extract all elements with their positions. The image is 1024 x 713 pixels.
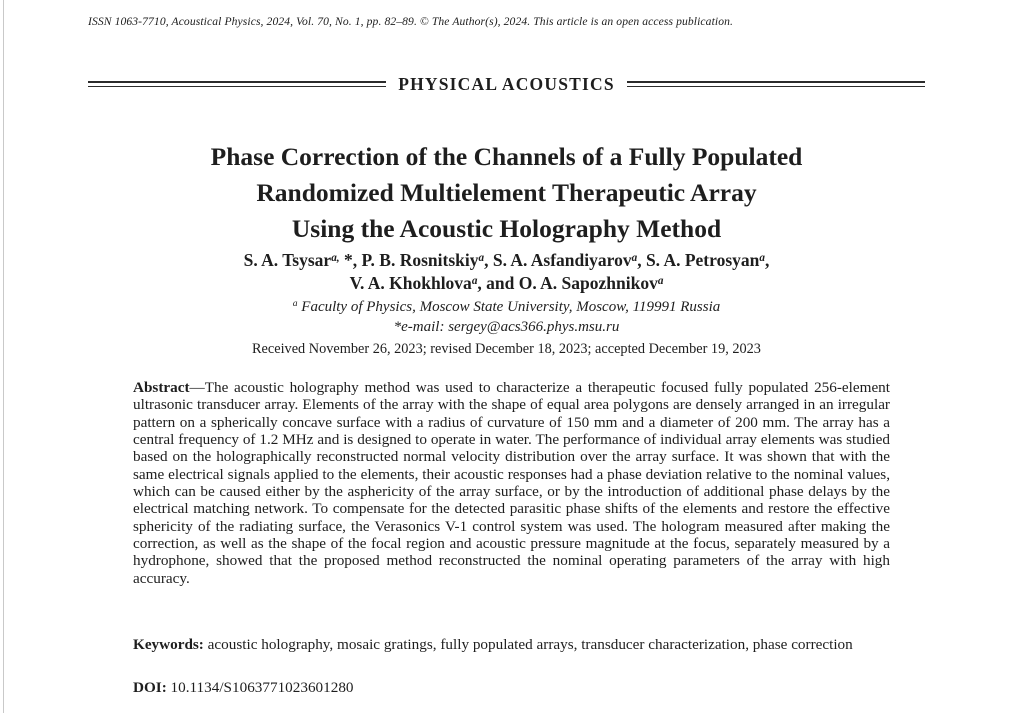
doi-line: DOI: 10.1134/S1063771023601280 (133, 679, 354, 696)
abstract-paragraph: Abstract—The acoustic holography method was used to characterize a therapeutic focused fully populated 256-element ultrasonic transducer array. Elements of the array with the shape of equal area polygons are densely arranged in an irregular pattern on a spherically concave surface with a radius of curvature of 150 mm and a diameter of 200 mm. The array has a central frequency of 1.2 MHz and is designed to operate in water. The performance of individual array elements was studied based on the holographically reconstructed normal velocity distribution over the array surface. It was shown that with the same electrical signals applied to the elements, their acoustic responses had a phase deviation relative to the nominal values, which can be caused either by the asphericity of the array surface, or by the introduction of additional phase delays by the electrical matching network. To compensate for the detected parasitic phase shifts of the elements and restore the effective sphericity of the radiating surface, the Verasonics V-1 control system was used. The hologram measured after making the correction, as well as the shape of the focal region and acoustic pressure magnitude at the focus, separately measured by a hydrophone, showed that the proposed method reconstructed the nominal operating parameters of the array with high accuracy. (133, 379, 890, 587)
section-title: PHYSICAL ACOUSTICS (398, 73, 615, 94)
journal-issn-line: ISSN 1063-7710, Acoustical Physics, 2024, Vol. 70, No. 1, pp. 82–89. © The Author(s), 2024. This article is an open access publication. (88, 15, 734, 28)
article-title-line-3: Using the Acoustic Holography Method (291, 214, 722, 243)
authors-line-1: S. A. Tsysar$^{a,}$ *, P. B. Rosnitskiy$^a$, S. A. Asfandiyarov$^a$, S. A. Petrosyan$^a$, (243, 250, 770, 270)
article-title-line-1: Phase Correction of the Channels of a Fully Populated (210, 142, 803, 171)
page-edge-divider (3, 0, 4, 713)
section-divider-right (627, 81, 925, 87)
authors-line-2: V. A. Khokhlova$^a$, and O. A. Sapozhnikov$^a$ (349, 273, 664, 293)
section-divider-left (88, 81, 386, 87)
affiliation-line: $^a$ Faculty of Physics, Moscow State University, Moscow, 119991 Russia (292, 298, 721, 315)
keywords-paragraph: Keywords: acoustic holography, mosaic gratings, fully populated arrays, transducer characterization, phase correction (133, 636, 853, 653)
article-title-line-2: Randomized Multielement Therapeutic Array (256, 178, 757, 207)
section-header (88, 73, 925, 95)
article-title (88, 139, 925, 247)
authors-block (68, 249, 945, 295)
email-line: *e-mail: sergey@acs366.phys.msu.ru (393, 319, 620, 335)
received-dates-line: Received November 26, 2023; revised December 18, 2023; accepted December 19, 2023 (252, 341, 761, 357)
